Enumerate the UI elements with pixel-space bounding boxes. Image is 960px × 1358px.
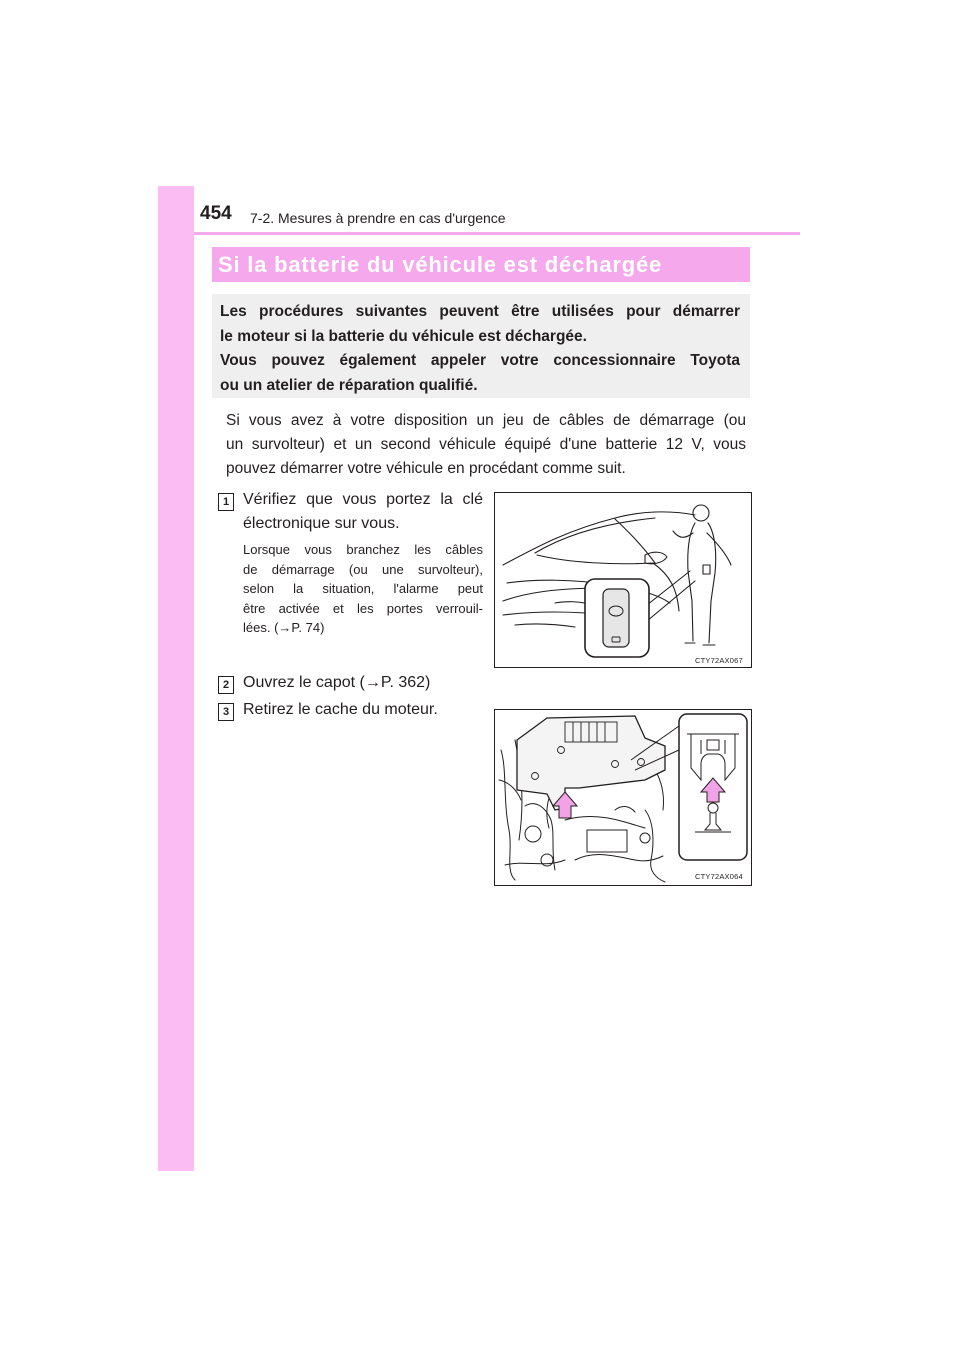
note-line: Lorsque vous branchez les câbles <box>243 542 483 557</box>
intro-box <box>212 294 750 398</box>
body-paragraph <box>226 409 746 481</box>
header-rule <box>194 232 800 235</box>
step-3-text: Retirez le cache du moteur. <box>243 701 438 718</box>
body-line: pouvez démarrer votre véhicule en procédant comme suit. <box>226 460 626 477</box>
intro-line: le moteur si la batterie du véhicule est déchargée. <box>220 327 587 345</box>
intro-line: Les procédures suivantes peuvent être utilisées pour démarrer <box>220 303 740 320</box>
intro-line: ou un atelier de réparation qualifié. <box>220 376 478 394</box>
side-color-strip <box>158 186 194 1171</box>
step-1-text <box>243 488 483 536</box>
page-number: 454 <box>200 203 232 224</box>
figure-code: CTY72AX064 <box>695 872 743 881</box>
note-line: lées. (→P. 74) <box>243 620 325 635</box>
step-number-2: 2 <box>218 676 234 694</box>
note-line: selon la situation, l'alarme peut <box>243 581 483 596</box>
figure-engine-cover <box>494 709 752 886</box>
step-2-text: Ouvrez le capot (→P. 362) <box>243 674 431 691</box>
step-number-1: 1 <box>218 493 234 511</box>
note-line: être activée et les portes verrouil- <box>243 600 483 616</box>
step-number-3: 3 <box>218 703 234 721</box>
step-1-line: électronique sur vous. <box>243 515 400 532</box>
intro-line: Vous pouvez également appeler votre concessionnaire Toyota <box>220 352 740 369</box>
figure-code: CTY72AX067 <box>695 656 743 665</box>
engine-bay-illustration <box>495 710 751 885</box>
note-line: de démarrage (ou une survolteur), <box>243 561 483 577</box>
body-line: un survolteur) et un second véhicule équipé d'une batterie 12 V, vous <box>226 436 746 453</box>
body-line: Si vous avez à votre disposition un jeu de câbles de démarrage (ou <box>226 412 746 429</box>
chapter-heading: 7-2. Mesures à prendre en cas d'urgence <box>250 210 506 226</box>
step-1-note <box>243 540 483 638</box>
section-title: Si la batterie du véhicule est déchargée <box>212 247 750 282</box>
figure-key-check <box>494 492 752 668</box>
car-and-person-illustration <box>495 493 751 667</box>
step-1-line: Vérifiez que vous portez la clé <box>243 491 483 508</box>
